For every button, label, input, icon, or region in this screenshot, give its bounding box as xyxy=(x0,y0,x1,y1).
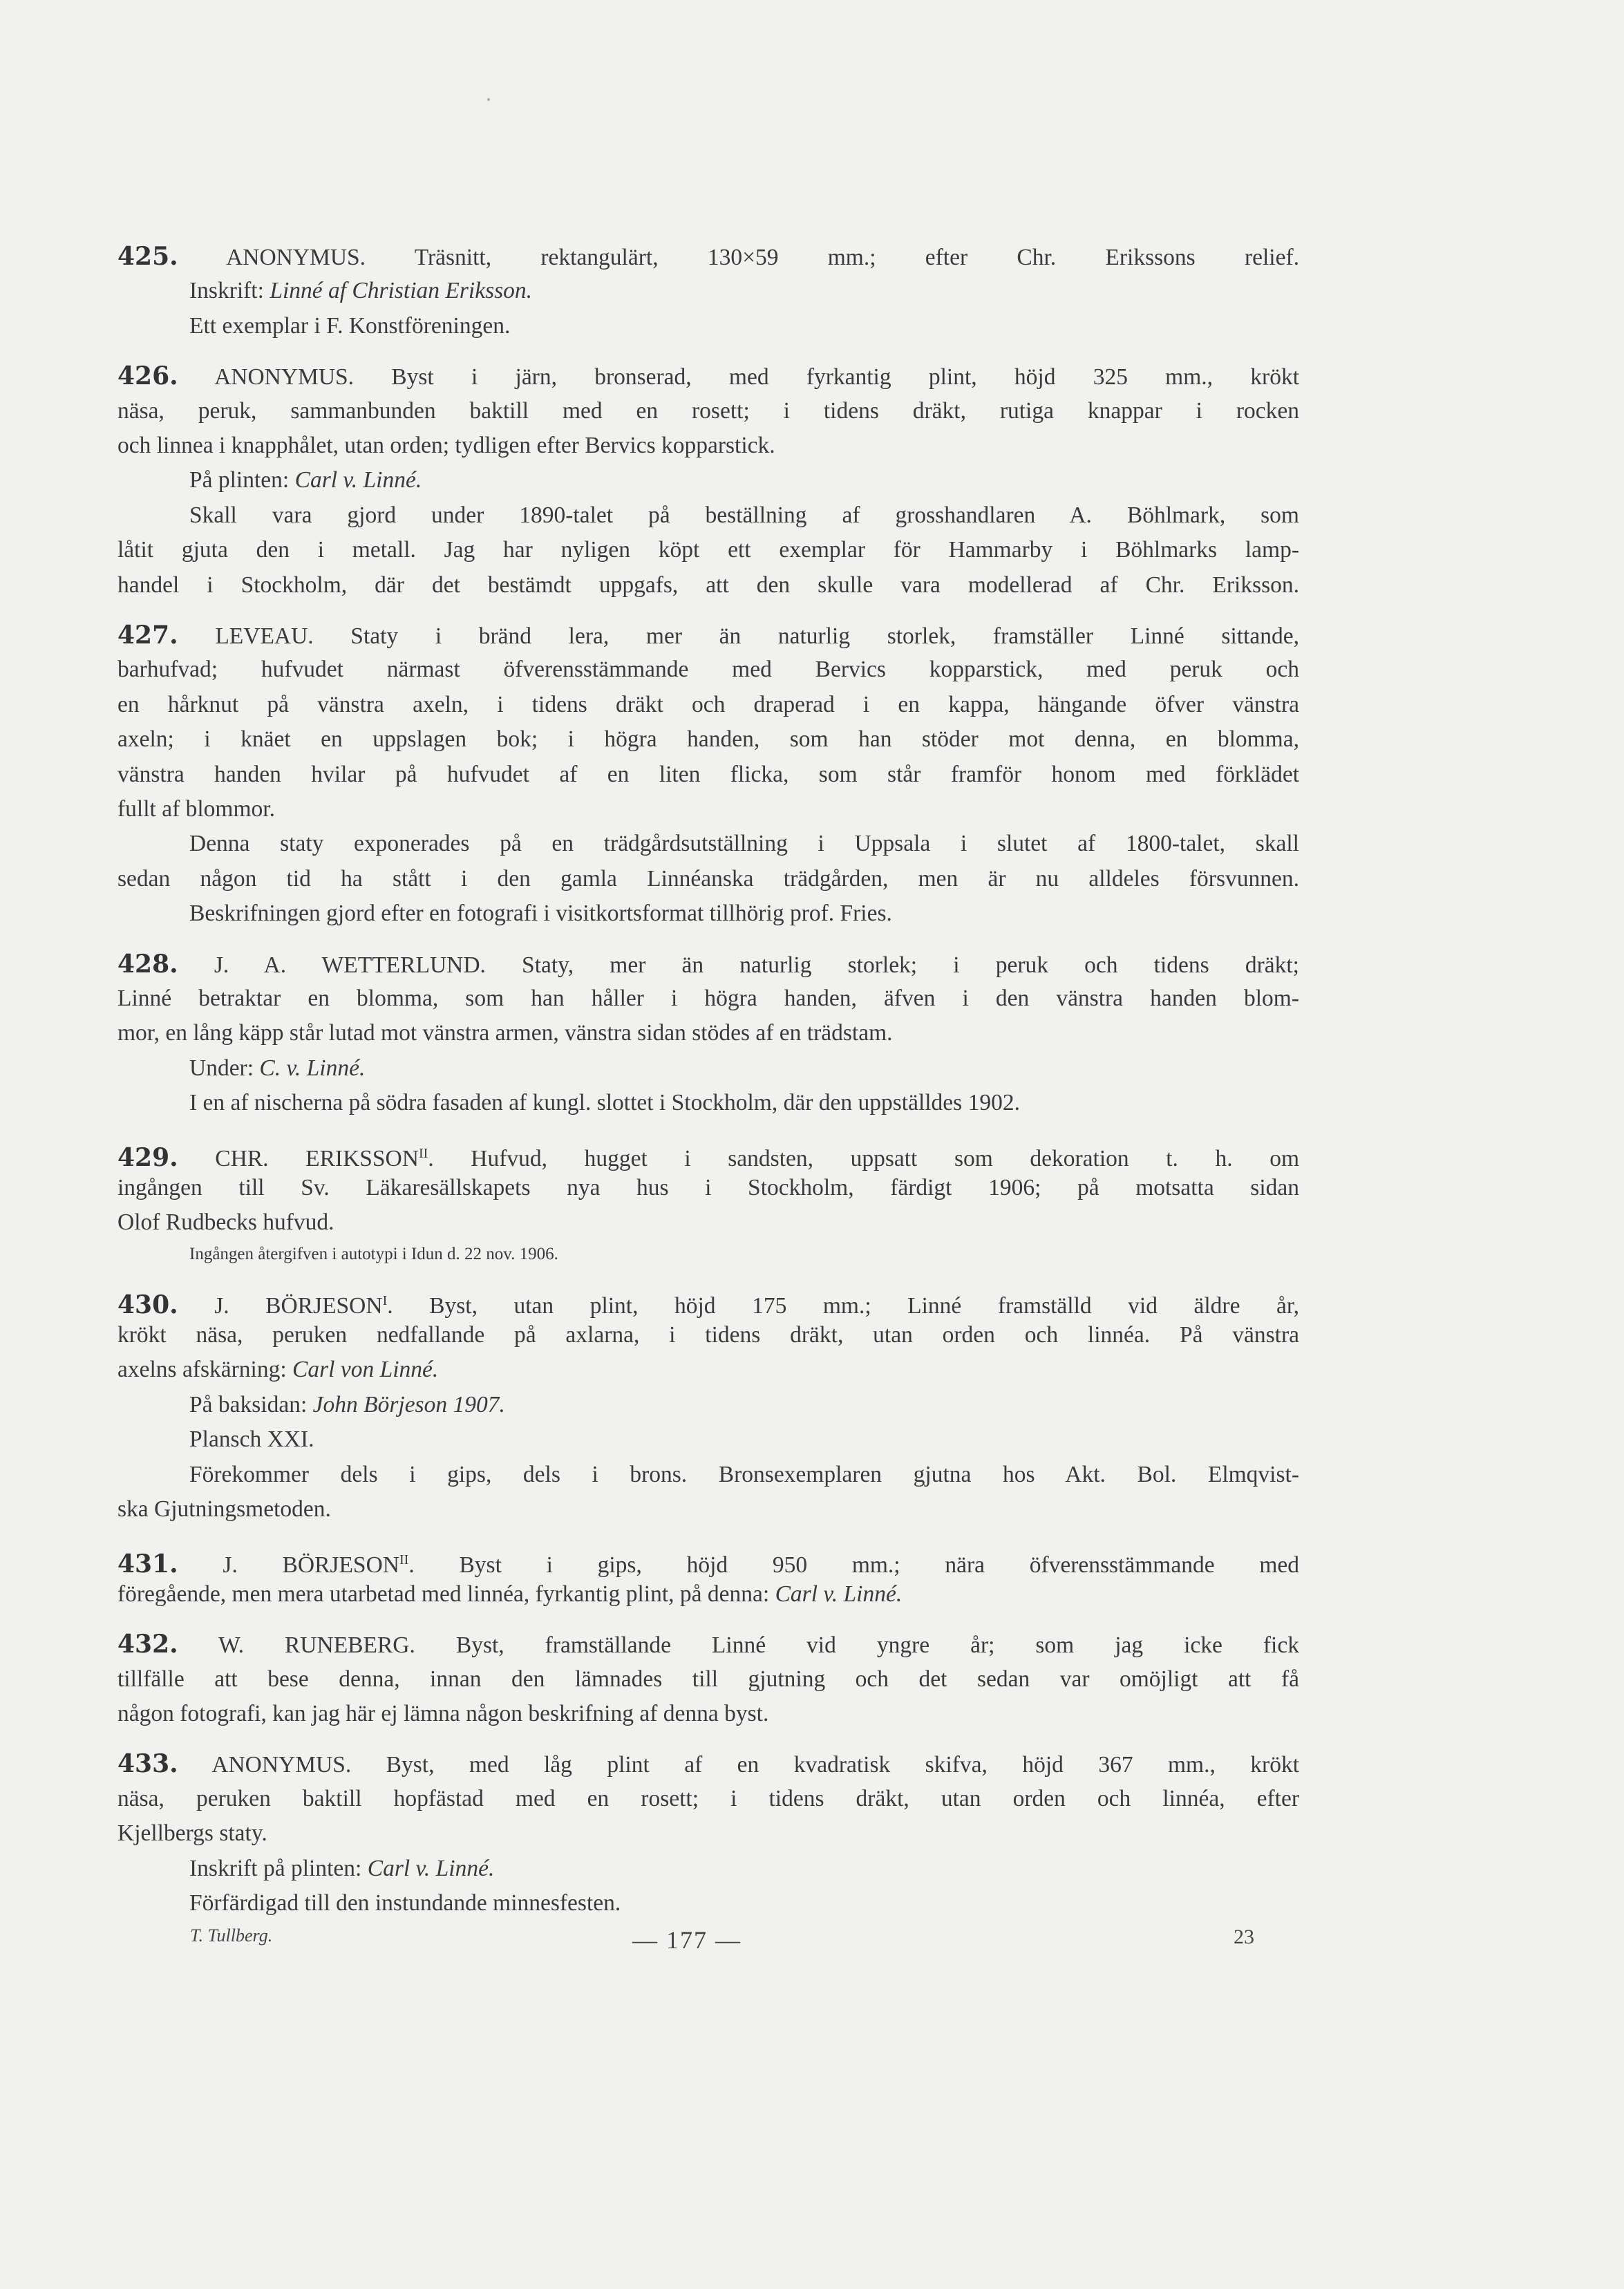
entry-line: Plansch XXI. xyxy=(189,1426,314,1453)
entry-line: vänstra handen hvilar på hufvudet af en liten flicka, som står framför honom med förklädet xyxy=(117,761,1299,787)
entry-line: Förfärdigad till den instundande minnesfesten. xyxy=(189,1890,621,1916)
entry-line: Ett exemplar i F. Konstföreningen. xyxy=(189,312,511,339)
entry-432 xyxy=(117,1627,1299,1731)
entry-426 xyxy=(117,359,1299,603)
entry-line: Linné betraktar en blomma, som han håller i högra handen, äfven i den vänstra handen blom- xyxy=(117,985,1299,1011)
entry-line: I en af nischerna på södra fasaden af kungl. slottet i Stockholm, där den uppställdes 1902. xyxy=(189,1090,1020,1116)
entry-line: föregående, men mera utarbetad med linnéa, fyrkantig plint, på denna: Carl v. Linné. xyxy=(117,1581,903,1607)
entry-line: Beskrifningen gjord efter en fotografi i visitkortsformat tillhörig prof. Fries. xyxy=(189,901,892,927)
page-footer xyxy=(190,1925,1254,1960)
entry-line: 427. LEVEAU. Staty i bränd lera, mer än naturlig storlek, framställer Linné sittande, xyxy=(117,620,1299,650)
entry-line: någon fotografi, kan jag här ej lämna någon beskrifning af denna byst. xyxy=(117,1701,769,1727)
entry-431 xyxy=(117,1543,1299,1612)
entry-line: Förekommer dels i gips, dels i brons. Bronsexemplaren gjutna hos Akt. Bol. Elmqvist- xyxy=(189,1461,1299,1487)
entry-line: Denna staty exponerades på en trädgårdsutställning i Uppsala i slutet af 1800-talet, skall xyxy=(189,831,1299,857)
entry-line: sedan någon tid ha stått i den gamla Linnéanska trädgården, men är nu alldeles försvunnen. xyxy=(117,865,1299,892)
entry-line: 432. W. RUNEBERG. Byst, framställande Linné vid yngre år; som jag icke fick xyxy=(117,1630,1299,1659)
entry-line: fullt af blommor. xyxy=(117,795,275,822)
entry-429 xyxy=(117,1136,1299,1268)
entry-number: 427. xyxy=(117,620,178,650)
entry-line: På plinten: Carl v. Linné. xyxy=(189,467,422,493)
sheet-number: 23 xyxy=(1234,1925,1254,1948)
entry-line: 433. ANONYMUS. Byst, med låg plint af en kvadratisk skifva, höjd 367 mm., krökt xyxy=(117,1749,1299,1779)
entry-line: Kjellbergs staty. xyxy=(117,1820,267,1847)
entry-line: näsa, peruk, sammanbunden baktill med en rosett; i tidens dräkt, rutiga knappar i rocken xyxy=(117,397,1299,424)
entry-line: ingången till Sv. Läkaresällskapets nya hus i Stockholm, färdigt 1906; på motsatta sidan xyxy=(117,1174,1299,1200)
entry-427 xyxy=(117,618,1299,932)
entry-line: ska Gjutningsmetoden. xyxy=(117,1496,331,1523)
entry-line: barhufvad; hufvudet närmast öfverensstämmande med Bervics kopparstick, med peruk och xyxy=(117,657,1299,683)
entry-line: mor, en lång käpp står lutad mot vänstra armen, vänstra sidan stödes af en trädstam. xyxy=(117,1020,893,1046)
entry-line: krökt näsa, peruken nedfallande på axlarna, i tidens dräkt, utan orden och linnéa. På vänstra xyxy=(117,1322,1299,1348)
page-number: — 177 — xyxy=(632,1926,742,1954)
entry-line: 425. ANONYMUS. Träsnitt, rektangulärt, 130×59 mm.; efter Chr. Erikssons relief. xyxy=(117,242,1299,271)
entry-note: Ingången återgifven i autotypi i Idun d. 22 nov. 1906. xyxy=(189,1244,558,1263)
entry-433 xyxy=(117,1746,1299,1921)
entry-line: 430. J. $BÖRJESON^I$. Byst, utan plint, höjd 175 mm.; Linné framställd vid äldre år, xyxy=(117,1290,1299,1319)
entry-line: tillfälle att bese denna, innan den lämnades till gjutning och det sedan var omöjligt att få xyxy=(117,1666,1299,1692)
entry-number: 425. xyxy=(117,242,178,271)
entry-number: 429. xyxy=(117,1142,178,1171)
entry-line: 429. CHR. $ERIKSSON^{II}$. Hufvud, hugget i sandsten, uppsatt som dekoration t. h. om xyxy=(117,1142,1299,1171)
entry-line: På baksidan: John Börjeson 1907. xyxy=(189,1391,505,1417)
entry-line: Inskrift på plinten: Carl v. Linné. xyxy=(189,1855,495,1881)
entry-number: 432. xyxy=(117,1630,178,1659)
entry-line: handel i Stockholm, där det bestämdt uppgafs, att den skulle vara modellerad af Chr. Eriksson. xyxy=(117,572,1299,598)
entry-line: Under: C. v. Linné. xyxy=(189,1055,366,1081)
entry-number: 431. xyxy=(117,1549,178,1577)
entry-425 xyxy=(117,239,1299,343)
entry-line: 426. ANONYMUS. Byst i järn, bronserad, med fyrkantig plint, höjd 325 mm., krökt xyxy=(117,361,1299,391)
entry-line: näsa, peruken baktill hopfästad med en rosett; i tidens dräkt, utan orden och linnéa, efter xyxy=(117,1785,1299,1811)
entry-line: 431. J. $BÖRJESON^{II}$. Byst i gips, höjd 950 mm.; nära öfverensstämmande med xyxy=(117,1549,1299,1577)
entry-line: axelns afskärning: Carl von Linné. xyxy=(117,1357,439,1383)
entry-number: 428. xyxy=(117,949,178,979)
entry-line: Skall vara gjord under 1890-talet på beställning af grosshandlaren A. Böhlmark, som xyxy=(189,502,1299,528)
entry-430 xyxy=(117,1283,1299,1527)
entry-line: låtit gjuta den i metall. Jag har nyligen köpt ett exemplar för Hammarby i Böhlmarks lamp- xyxy=(117,537,1299,563)
entry-line: en hårknut på vänstra axeln, i tidens dräkt och draperad i en kappa, hängande öfver vänstra xyxy=(117,691,1299,717)
entry-line: axeln; i knäet en uppslagen bok; i högra handen, som han stöder mot denna, en blomma, xyxy=(117,726,1299,753)
body-text xyxy=(117,239,1299,1936)
paper-speck xyxy=(487,98,490,101)
entry-line: Olof Rudbecks hufvud. xyxy=(117,1209,334,1236)
entry-428 xyxy=(117,947,1299,1121)
entry-number: 433. xyxy=(117,1749,178,1779)
entry-number: 430. xyxy=(117,1290,178,1319)
entry-number: 426. xyxy=(117,361,178,391)
entry-line: 428. J. A. WETTERLUND. Staty, mer än naturlig storlek; i peruk och tidens dräkt; xyxy=(117,949,1299,979)
entry-line: och linnea i knapphålet, utan orden; tydligen efter Bervics kopparstick. xyxy=(117,432,775,458)
entry-line: Inskrift: Linné af Christian Eriksson. xyxy=(189,278,533,304)
printer-signature: T. Tullberg. xyxy=(190,1925,273,1946)
